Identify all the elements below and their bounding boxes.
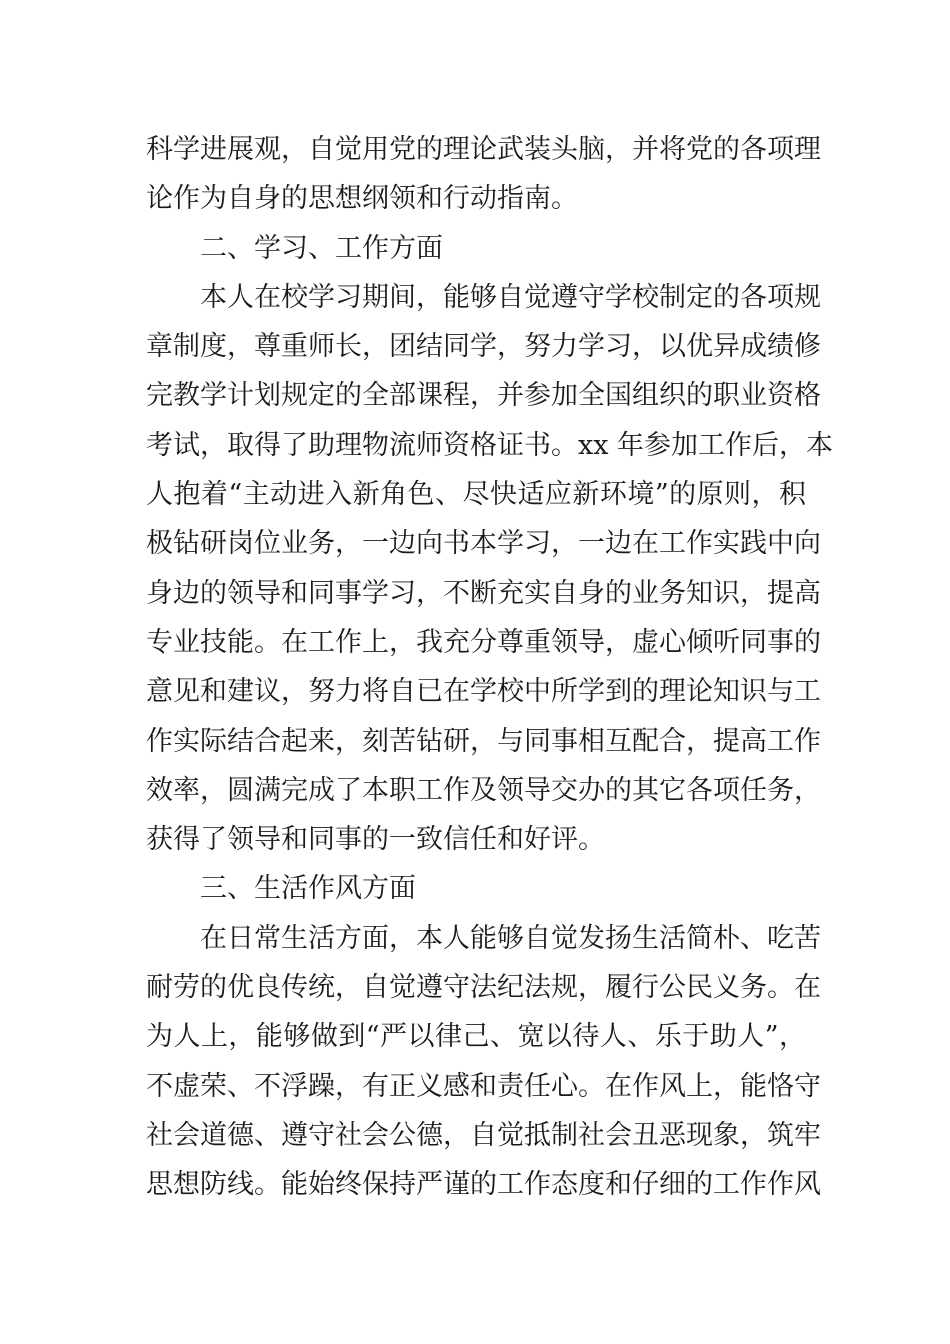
text-line: 专业技能。在工作上，我充分尊重领导，虚心倾听同事的	[146, 626, 821, 658]
text-line: 极钻研岗位业务，一边向书本学习，一边在工作实践中向	[146, 528, 821, 560]
text-line: 科学进展观，自觉用党的理论武装头脑，并将党的各项理	[146, 134, 821, 165]
text-line: 作实际结合起来，刻苦钻研，与同事相互配合，提高工作	[146, 725, 821, 757]
paragraph-first-line: 本人在校学习期间，能够自觉遵守学校制定的各项规	[200, 281, 821, 313]
text-line: 身边的领导和同事学习，不断充实自身的业务知识，提高	[146, 577, 821, 609]
text-line: 考试，取得了助理物流师资格证书。xx 年参加工作后，本	[146, 429, 834, 461]
text-line: 效率，圆满完成了本职工作及领导交办的其它各项任务，	[146, 774, 821, 806]
text-line: 社会道德、遵守社会公德，自觉抵制社会丑恶现象，筑牢	[146, 1119, 821, 1151]
section-heading: 三、生活作风方面	[200, 873, 416, 905]
text-line: 获得了领导和同事的一致信任和好评。	[146, 824, 605, 856]
text-line: 人抱着“主动进入新角色、尽快适应新环境”的原则，积	[146, 479, 806, 511]
text-line: 章制度，尊重师长，团结同学，努力学习，以优异成绩修	[146, 331, 821, 363]
text-line: 意见和建议，努力将自已在学校中所学到的理论知识与工	[146, 676, 821, 708]
text-line: 思想防线。能始终保持严谨的工作态度和仔细的工作作风	[146, 1169, 821, 1201]
text-line: 论作为自身的思想纲领和行动指南。	[146, 183, 578, 215]
paragraph-first-line: 在日常生活方面，本人能够自觉发扬生活简朴、吃苦	[200, 922, 821, 954]
section-heading: 二、学习、工作方面	[200, 232, 443, 264]
text-line: 不虚荣、不浮躁，有正义感和责任心。在作风上，能恪守	[146, 1070, 821, 1102]
document-body	[146, 125, 834, 1210]
text-line: 为人上，能够做到“严以律己、宽以待人、乐于助人”，	[146, 1021, 806, 1053]
text-line: 耐劳的优良传统，自觉遵守法纪法规，履行公民义务。在	[146, 972, 821, 1004]
text-line: 完教学计划规定的全部课程，并参加全国组织的职业资格	[146, 380, 821, 412]
